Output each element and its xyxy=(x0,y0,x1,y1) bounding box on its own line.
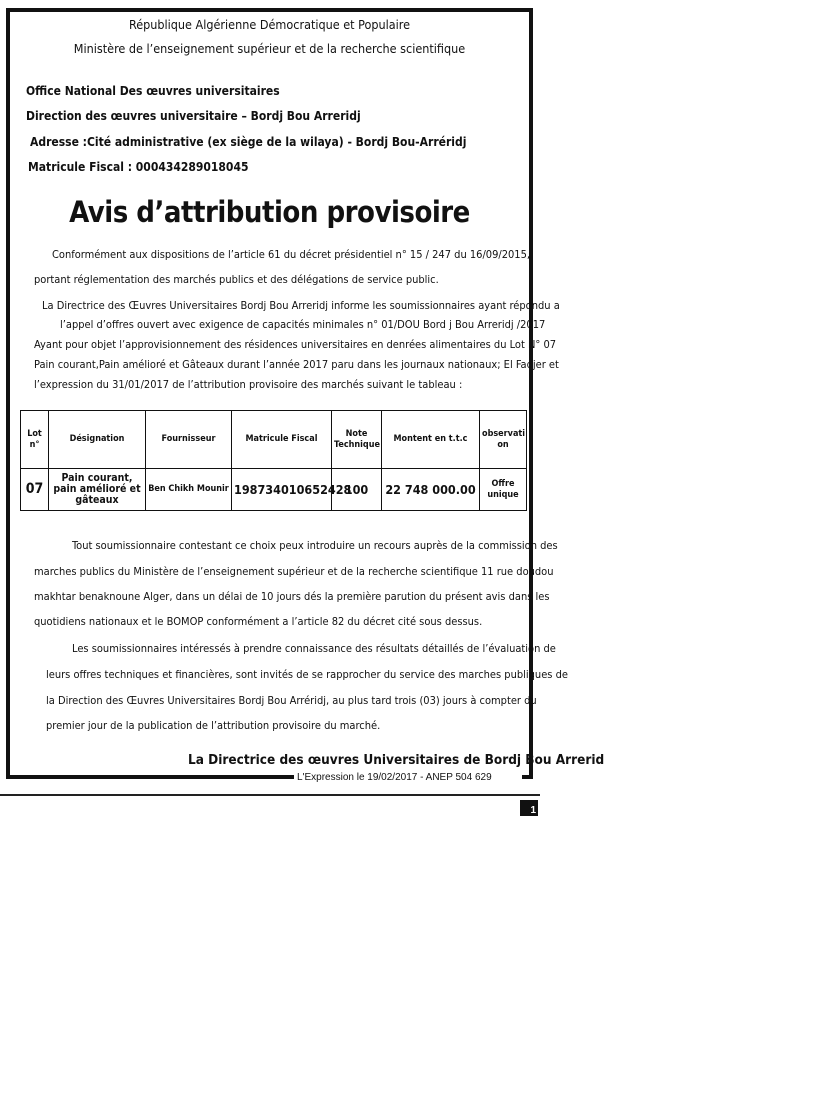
signature: La Directrice des œuvres Universitaires de Bordj Bou Arrerid xyxy=(188,752,605,768)
table-header-row xyxy=(21,411,527,469)
announcement-line-4: Pain courant,Pain amélioré et Gâteaux durant l’année 2017 paru dans les journaux nationaux; El Fadjer et xyxy=(34,358,559,371)
recourse-line-1: Tout soumissionnaire contestant ce choix peux introduire un recours auprès de la commission des xyxy=(72,539,558,552)
cell-lot: 07 xyxy=(21,469,49,511)
org-office: Office National Des œuvres universitaires xyxy=(26,84,280,98)
results-line-4: premier jour de la publication de l’attribution provisoire du marché. xyxy=(46,719,381,732)
publication-footer: L'Expression le 19/02/2017 - ANEP 504 629 xyxy=(297,772,492,783)
cell-designation: Pain courant, pain amélioré et gâteaux xyxy=(49,469,146,511)
cell-supplier: Ben Chikh Mounir xyxy=(146,469,232,511)
results-line-3: la Direction des Œuvres Universitaires Bordj Bou Arréridj, au plus tard trois (03) jours à compter du xyxy=(46,694,537,707)
announcement-line-2: l’appel d’offres ouvert avec exigence de capacités minimales n° 01/DOU Bord j Bou Arreridj /2017 xyxy=(60,318,546,331)
intro-line-2: portant réglementation des marchés publics et des délégations de service public. xyxy=(34,273,439,286)
table-row xyxy=(21,469,527,511)
col-header-supplier: Fournisseur xyxy=(146,411,232,469)
header-republic: République Algérienne Démocratique et Populaire xyxy=(128,17,411,32)
notice-title: Avis d’attribution provisoire xyxy=(69,195,470,229)
cell-fiscal: 198734010652428 xyxy=(232,469,332,511)
recourse-line-4: quotidiens nationaux et le BOMOP conformément a l’article 82 du décret cité sous dessus. xyxy=(34,615,483,628)
page-divider xyxy=(0,794,540,796)
results-line-1: Les soumissionnaires intéressés à prendre connaissance des résultats détaillés de l’évaluation de xyxy=(72,642,556,655)
col-header-lot: Lot n° xyxy=(21,411,49,469)
cell-amount: 22 748 000.00 xyxy=(382,469,480,511)
attribution-table xyxy=(20,410,527,511)
recourse-line-3: makhtar benaknoune Alger, dans un délai de 10 jours dés la première parution du présent avis dans les xyxy=(34,590,550,603)
col-header-observation: observati on xyxy=(480,411,527,469)
announcement-line-3: Ayant pour objet l’approvisionnement des résidences universitaires en denrées alimentaires du Lot N° 07 xyxy=(34,338,557,351)
announcement-line-5: l’expression du 31/01/2017 de l’attribution provisoire des marchés suivant le tableau : xyxy=(34,378,463,391)
org-address: Adresse :Cité administrative (ex siège de la wilaya) - Bordj Bou-Arréridj xyxy=(30,135,467,149)
org-fiscal-number: Matricule Fiscal : 000434289018045 xyxy=(28,160,249,174)
recourse-line-2: marches publics du Ministère de l’enseignement supérieur et de la recherche scientifique 11 rue doudou xyxy=(34,565,554,578)
org-direction: Direction des œuvres universitaire – Bordj Bou Arreridj xyxy=(26,109,361,123)
col-header-designation: Désignation xyxy=(49,411,146,469)
page-number: 1 xyxy=(530,805,536,816)
intro-line-1: Conformément aux dispositions de l’article 61 du décret présidentiel n° 15 / 247 du 16/09/2015, xyxy=(52,248,531,261)
cell-tech-score: 100 xyxy=(332,469,382,511)
col-header-amount: Montent en t.t.c xyxy=(382,411,480,469)
results-line-2: leurs offres techniques et financières, sont invités de se rapprocher du service des marches publiques de xyxy=(46,668,568,681)
header-ministry: Ministère de l’enseignement supérieur et de la recherche scientifique xyxy=(73,41,466,56)
col-header-fiscal: Matricule Fiscal xyxy=(232,411,332,469)
page-number-badge xyxy=(520,800,538,816)
cell-observation: Offre unique xyxy=(480,469,527,511)
announcement-line-1: La Directrice des Œuvres Universitaires Bordj Bou Arreridj informe les soumissionnaires ayant répondu a xyxy=(42,299,560,312)
notice-frame xyxy=(6,8,605,779)
col-header-tech-score: Note Technique xyxy=(332,411,382,469)
